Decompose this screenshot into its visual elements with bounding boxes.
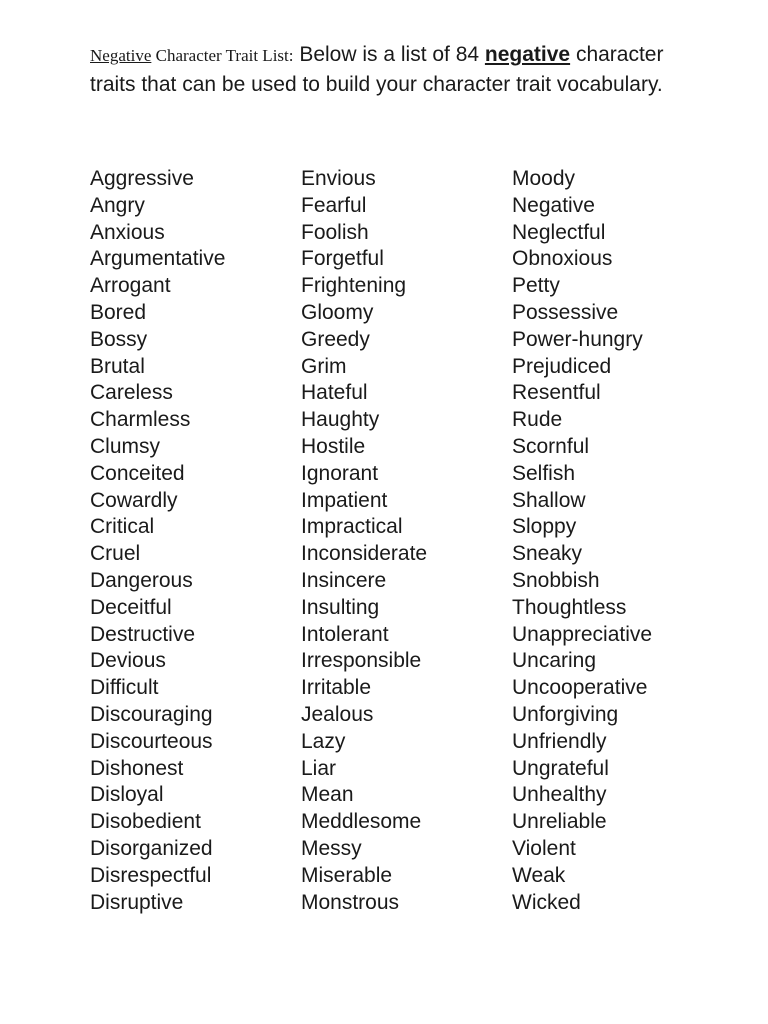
heading-negative-word: Negative <box>90 46 152 65</box>
trait-item: Disloyal <box>90 783 164 807</box>
trait-item: Careless <box>90 381 173 405</box>
trait-item: Critical <box>90 515 155 539</box>
trait-item: Mean <box>301 783 354 807</box>
trait-item: Dangerous <box>90 568 193 592</box>
trait-item: Scornful <box>512 434 590 458</box>
trait-item: Disrespectful <box>90 863 212 887</box>
trait-item: Snobbish <box>512 568 600 592</box>
trait-item: Clumsy <box>90 434 161 458</box>
trait-item: Insulting <box>301 595 380 619</box>
trait-item: Prejudiced <box>512 354 612 378</box>
trait-item: Deceitful <box>90 595 172 619</box>
trait-item: Shallow <box>512 488 586 512</box>
trait-item: Uncooperative <box>512 676 648 700</box>
trait-item: Cruel <box>90 542 141 566</box>
trait-item: Greedy <box>301 327 370 351</box>
trait-item: Forgetful <box>301 247 384 271</box>
trait-item: Disruptive <box>90 890 184 914</box>
trait-item: Thoughtless <box>512 595 627 619</box>
heading-rest: Character Trait List: <box>151 46 294 65</box>
trait-item: Unreliable <box>512 810 607 834</box>
trait-item: Intolerant <box>301 622 389 646</box>
trait-item: Unhealthy <box>512 783 607 807</box>
trait-column-2 <box>301 166 427 916</box>
trait-item: Sloppy <box>512 515 577 539</box>
trait-item: Ignorant <box>301 461 379 485</box>
trait-item: Disobedient <box>90 810 201 834</box>
intro-emphasis: negative <box>484 43 571 66</box>
trait-item: Angry <box>90 193 145 217</box>
trait-item: Irritable <box>301 676 372 700</box>
trait-item: Possessive <box>512 300 619 324</box>
trait-item: Ungrateful <box>512 756 609 780</box>
intro-text-before: Below is a list of 84 <box>293 43 485 66</box>
trait-item: Irresponsible <box>301 649 422 673</box>
trait-item: Disorganized <box>90 836 213 860</box>
trait-item: Cowardly <box>90 488 178 512</box>
trait-item: Weak <box>512 863 566 887</box>
trait-item: Selfish <box>512 461 576 485</box>
trait-item: Monstrous <box>301 890 400 914</box>
trait-item: Fearful <box>301 193 367 217</box>
trait-item: Insincere <box>301 568 387 592</box>
trait-item: Bossy <box>90 327 148 351</box>
trait-item: Neglectful <box>512 220 606 244</box>
trait-item: Haughty <box>301 408 380 432</box>
trait-item: Violent <box>512 836 576 860</box>
trait-item: Charmless <box>90 408 191 432</box>
trait-item: Discourteous <box>90 729 213 753</box>
trait-item: Liar <box>301 756 337 780</box>
trait-item: Unfriendly <box>512 729 607 753</box>
trait-item: Wicked <box>512 890 581 914</box>
trait-item: Sneaky <box>512 542 583 566</box>
trait-item: Aggressive <box>90 167 194 190</box>
trait-column-1 <box>90 166 225 916</box>
trait-item: Lazy <box>301 729 346 753</box>
trait-item: Miserable <box>301 863 393 887</box>
trait-item: Inconsiderate <box>301 542 428 566</box>
trait-item: Petty <box>512 274 560 298</box>
trait-column-3 <box>512 166 652 916</box>
trait-item: Obnoxious <box>512 247 613 271</box>
trait-item: Impractical <box>301 515 403 539</box>
trait-item: Foolish <box>301 220 369 244</box>
trait-item: Unforgiving <box>512 702 619 726</box>
trait-item: Unappreciative <box>512 622 653 646</box>
trait-item: Devious <box>90 649 166 673</box>
trait-item: Moody <box>512 167 576 190</box>
trait-item: Dishonest <box>90 756 184 780</box>
trait-item: Resentful <box>512 381 601 405</box>
trait-item: Conceited <box>90 461 185 485</box>
trait-item: Frightening <box>301 274 407 298</box>
trait-item: Discouraging <box>90 702 213 726</box>
trait-item: Arrogant <box>90 274 171 298</box>
trait-item: Gloomy <box>301 300 374 324</box>
trait-item: Rude <box>512 408 563 432</box>
trait-item: Bored <box>90 300 147 324</box>
trait-item: Messy <box>301 836 362 860</box>
trait-item: Jealous <box>301 702 374 726</box>
trait-item: Anxious <box>90 220 165 244</box>
intro-paragraph <box>90 40 690 99</box>
trait-item: Hostile <box>301 434 366 458</box>
trait-item: Brutal <box>90 354 145 378</box>
trait-item: Impatient <box>301 488 388 512</box>
trait-item: Envious <box>301 167 376 190</box>
trait-item: Destructive <box>90 622 196 646</box>
intro-text-after: character traits that can be used to build your character trait vocabulary. <box>90 43 664 96</box>
trait-item: Power-hungry <box>512 327 643 351</box>
trait-item: Grim <box>301 354 347 378</box>
trait-item: Difficult <box>90 676 159 700</box>
trait-item: Meddlesome <box>301 810 422 834</box>
trait-item: Uncaring <box>512 649 597 673</box>
trait-item: Hateful <box>301 381 368 405</box>
trait-item: Argumentative <box>90 247 226 271</box>
trait-item: Negative <box>512 193 595 217</box>
